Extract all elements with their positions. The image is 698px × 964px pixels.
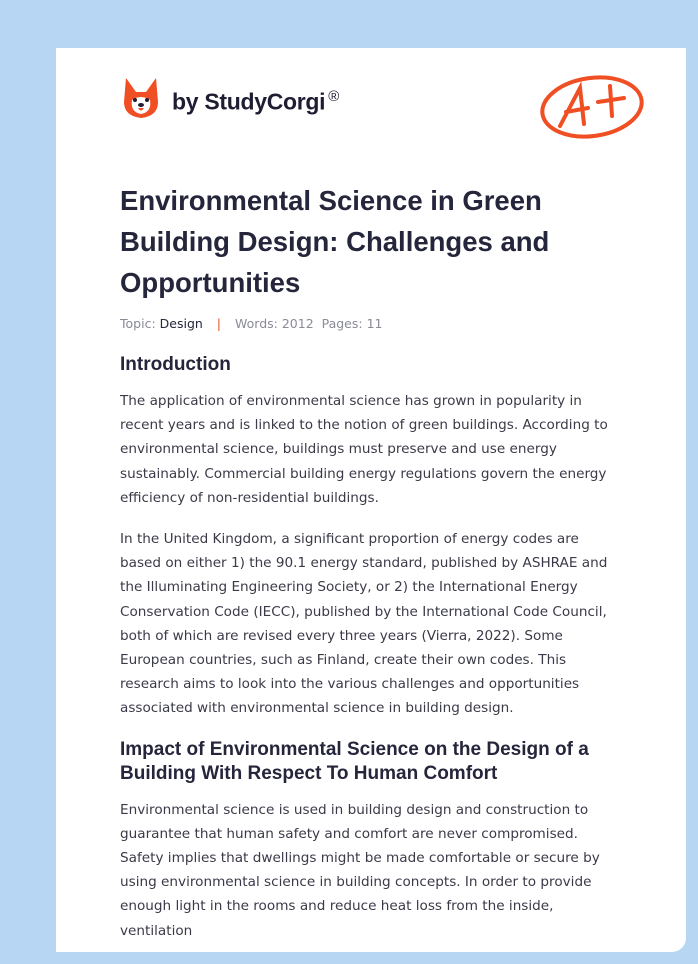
paragraph: Environmental science is used in building design and construction to guarantee that human safety and comfort are never compromised. Safety implies that dwellings might be made comfortable or secure by using environmental science in building concepts. In order to provide enough light in the rooms and reduce heat loss from the inside, ventilation (120, 801, 600, 939)
meta-separator: | (216, 316, 222, 331)
page-title: Environmental Science in Green Building Design: Challenges and Opportunities (120, 185, 550, 298)
corgi-icon (122, 76, 160, 120)
paragraph: The application of environmental science has grown in popularity in recent years and is linked to the notion of green buildings. According to environmental science, buildings must preserve and use energy sustainably. Commercial building energy regulations govern the energy efficiency of non-residential buildings. (120, 393, 608, 506)
pages-count: 11 (366, 316, 383, 331)
section-heading: Introduction (120, 354, 231, 375)
article-meta (120, 316, 620, 331)
section-heading: Impact of Environmental Science on the Design of a Building With Respect To Human Comfort (120, 738, 589, 784)
brand-name (172, 88, 339, 116)
words-label: Words: (235, 316, 278, 331)
article (120, 180, 620, 960)
document-card (56, 48, 686, 952)
brand-text: by StudyCorgi (172, 88, 326, 115)
a-plus-grade-icon (538, 74, 648, 140)
paragraph: In the United Kingdom, a significant proportion of energy codes are based on either 1) the 90.1 energy standard, published by ASHRAE and the Illuminating Engineering Society, or 2) the International Energy Conservation Code (IECC), published by the International Code Council, both of which are revised every three years (Vierra, 2022). Some European countries, such as Finland, create their own codes. This research aims to look into the various challenges and opportunities associated with environmental science in building design. (120, 531, 608, 717)
pages-label: Pages: (321, 316, 363, 331)
topic-label: Topic: (120, 316, 156, 331)
registered-mark: ® (328, 88, 340, 106)
topic-link[interactable]: Design (159, 316, 203, 331)
studycorgi-logo[interactable] (122, 76, 339, 120)
words-count: 2012 (281, 316, 314, 331)
